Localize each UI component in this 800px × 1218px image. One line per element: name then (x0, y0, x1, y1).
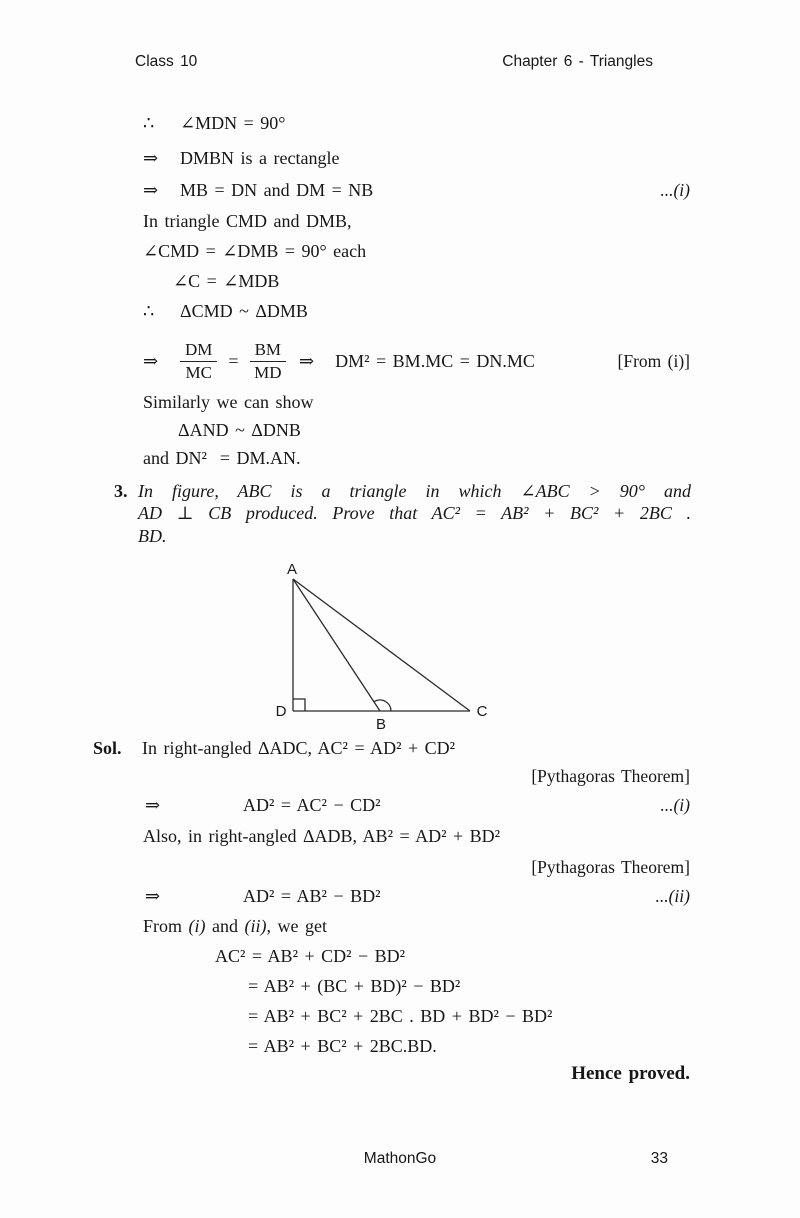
fraction-line-result: DM² = BM.MC = DN.MC (335, 350, 535, 371)
question-text (138, 480, 691, 547)
fraction-bm-md (250, 340, 286, 381)
proof-line-2-text: DMBN is a rectangle (180, 148, 340, 168)
implies-symbol: ⇒ (143, 180, 159, 201)
ref-i-italic: (i) (188, 916, 206, 936)
equation-2: = AB² + (BC + BD)² − BD² (248, 976, 461, 996)
hence-proved: Hence proved. (571, 1063, 690, 1084)
fraction-dm-mc (180, 340, 217, 381)
proof-line-6: ∠C = ∠MDB (173, 271, 280, 291)
question-line-3: BD. (138, 525, 167, 546)
question-number: 3. (114, 481, 128, 501)
sol-line-6 (145, 886, 381, 907)
page-number: 33 (650, 1150, 668, 1167)
implies-symbol: ⇒ (143, 350, 159, 372)
implies-symbol: ⇒ (145, 886, 161, 907)
pythagoras-note-1: [Pythagoras Theorem] (531, 766, 690, 786)
proof-line-11: and DN² = DM.AN. (143, 448, 301, 468)
equals-sign: = (228, 350, 239, 371)
pythagoras-note-2: [Pythagoras Theorem] (531, 857, 690, 877)
therefore-symbol: ∴ (143, 301, 155, 322)
equation-ref-i: ...(i) (660, 180, 690, 200)
proof-line-5: ∠CMD = ∠DMB = 90° each (143, 241, 367, 261)
question-line-1: In figure, ABC is a triangle in which ∠ABC > 90° and (138, 481, 691, 501)
therefore-symbol: ∴ (143, 113, 155, 134)
fraction-denominator: MC (185, 362, 212, 382)
segment-AB (293, 579, 380, 711)
vertex-label-C: C (476, 703, 488, 720)
segment-AC (293, 579, 470, 711)
equation-1: AC² = AB² + CD² − BD² (215, 946, 406, 966)
vertex-label-A: A (286, 561, 298, 578)
proof-line-10: ΔAND ~ ΔDNB (178, 420, 301, 440)
proof-line-9: Similarly we can show (143, 392, 314, 412)
implies-symbol: ⇒ (145, 795, 161, 816)
header-class: Class 10 (135, 53, 198, 70)
proof-line-1 (143, 113, 285, 134)
sol-line-7 (143, 916, 327, 937)
proof-line-7 (143, 301, 308, 322)
proof-line-2 (143, 148, 339, 169)
sol-line-3 (145, 795, 381, 816)
vertex-label-B: B (375, 716, 387, 733)
question-line-2: AD ⊥ CB produced. Prove that AC² = AB² + BC² + 2BC . (138, 503, 691, 524)
proof-line-7-text: ΔCMD ~ ΔDMB (180, 301, 308, 321)
fraction-numerator: BM (250, 340, 286, 361)
proof-line-3-text: MB = DN and DM = NB (180, 180, 374, 200)
ref-ii-italic: (ii) (244, 916, 267, 936)
triangle-figure (245, 556, 515, 741)
proof-line-3 (143, 180, 373, 201)
header-chapter: Chapter 6 - Triangles (502, 53, 653, 70)
sol-line-7-part: and (205, 916, 245, 936)
sol-line-7-part: , we get (266, 916, 327, 936)
sol-line-4: Also, in right-angled ΔADB, AB² = AD² + BD² (143, 826, 501, 846)
sol-line-7-part: From (143, 916, 189, 936)
implies-symbol: ⇒ (143, 148, 159, 169)
vertex-label-D: D (275, 703, 287, 720)
implies-symbol: ⇒ (299, 350, 315, 372)
equation-ref-i: ...(i) (660, 795, 690, 815)
sol-label: Sol. (93, 738, 122, 758)
sol-line-3-text: AD² = AC² − CD² (243, 795, 381, 815)
equation-4: = AB² + BC² + 2BC.BD. (248, 1036, 437, 1056)
equation-3: = AB² + BC² + 2BC . BD + BD² − BD² (248, 1006, 553, 1026)
fraction-denominator: MD (254, 362, 282, 382)
proof-line-4: In triangle CMD and DMB, (143, 211, 352, 231)
fraction-numerator: DM (180, 340, 217, 361)
sol-line-6-text: AD² = AB² − BD² (243, 886, 381, 906)
footer-brand: MathonGo (363, 1150, 437, 1167)
right-angle-mark (293, 699, 305, 711)
equation-ref-ii: ...(ii) (655, 886, 690, 906)
sol-line-1: In right-angled ΔADC, AC² = AD² + CD² (142, 738, 456, 758)
proof-line-1-text: ∠MDN = 90° (180, 113, 286, 133)
proof-fraction-line (143, 333, 690, 389)
from-i-note: [From (i)] (617, 350, 690, 371)
